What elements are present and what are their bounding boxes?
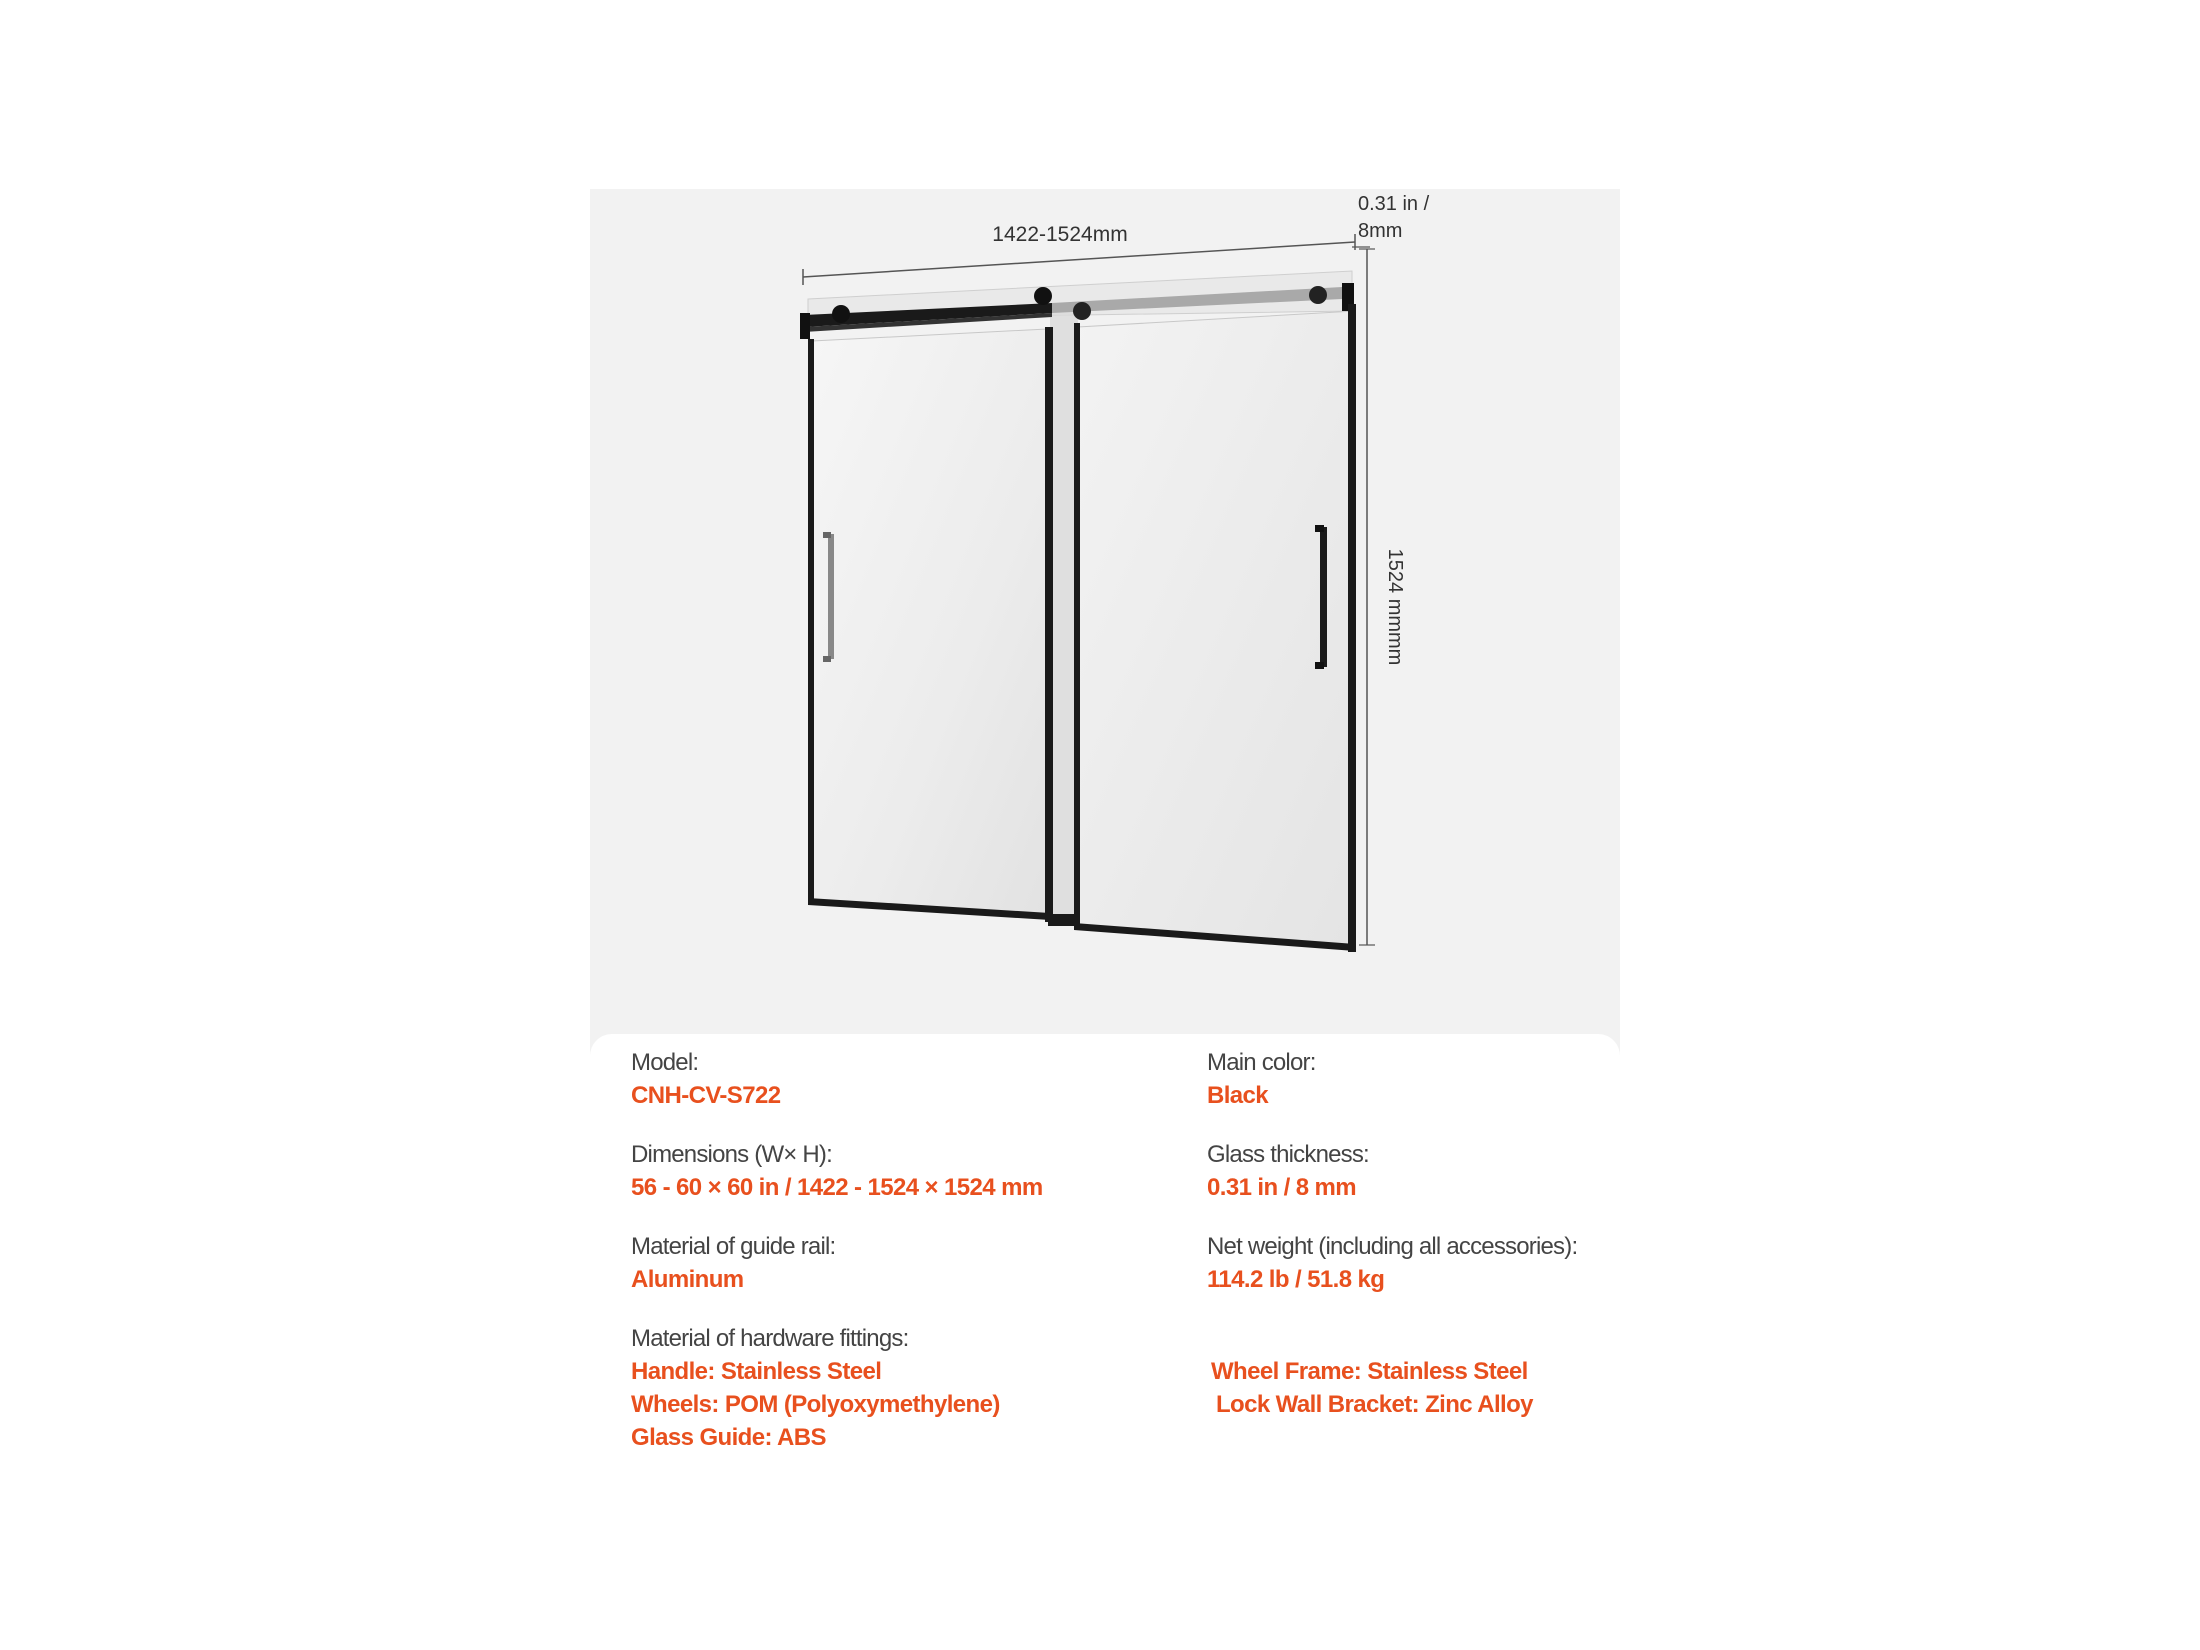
hardware-lock-bracket: Lock Wall Bracket: Zinc Alloy [1216,1391,1533,1418]
thickness-dimension [1352,193,1430,247]
wheel-2 [1034,287,1052,305]
wheel-3 [1073,302,1091,320]
main-color-label: Main color: [1207,1049,1316,1076]
glass-guide [1048,914,1078,926]
glass-thickness-label: Glass thickness: [1207,1141,1369,1168]
dimensions-value: 56 - 60 × 60 in / 1422 - 1524 × 1524 mm [631,1174,1043,1201]
wheel-4 [1309,286,1327,304]
spec-guide-rail [631,1231,835,1296]
dimensions-label: Dimensions (W× H): [631,1141,832,1168]
sliding-glass-panel [812,329,1047,917]
spec-model [631,1047,780,1112]
thickness-label-line1: 0.31 in / [1358,193,1430,215]
spec-hardware [631,1323,1000,1454]
model-label: Model: [631,1049,699,1076]
hardware-handle: Handle: Stainless Steel [631,1358,882,1385]
guide-rail-label: Material of guide rail: [631,1233,836,1260]
shower-door-diagram [590,189,1620,1039]
spec-hardware-right [1211,1355,1533,1421]
spec-dimensions [631,1139,1043,1204]
glass-thickness-value: 0.31 in / 8 mm [1207,1174,1357,1201]
net-weight-label: Net weight (including all accessories): [1207,1233,1578,1260]
hardware-glass-guide: Glass Guide: ABS [631,1424,826,1451]
height-dimension [1359,249,1406,945]
main-color-value: Black [1207,1082,1269,1109]
width-label: 1422-1524mm [992,223,1128,246]
hardware-wheel-frame: Wheel Frame: Stainless Steel [1211,1358,1528,1385]
product-card [590,189,1620,1471]
specifications-panel [590,1034,1620,1471]
model-value: CNH-CV-S722 [631,1082,781,1109]
guide-rail-value: Aluminum [631,1266,744,1293]
rail-left-cap [800,313,810,339]
thickness-label-line2: 8mm [1358,220,1403,242]
hardware-wheels: Wheels: POM (Polyoxymethylene) [631,1391,1000,1418]
spec-main-color [1207,1047,1316,1112]
wheel-1 [832,305,850,323]
net-weight-value: 114.2 lb / 51.8 kg [1207,1266,1385,1293]
spec-glass-thickness [1207,1139,1369,1204]
hardware-label: Material of hardware fittings: [631,1325,909,1352]
spec-net-weight [1207,1231,1577,1296]
height-label: 1524 mmmm [1384,548,1406,666]
overlap-strip [1050,307,1078,919]
fixed-glass-panel [1078,311,1355,949]
